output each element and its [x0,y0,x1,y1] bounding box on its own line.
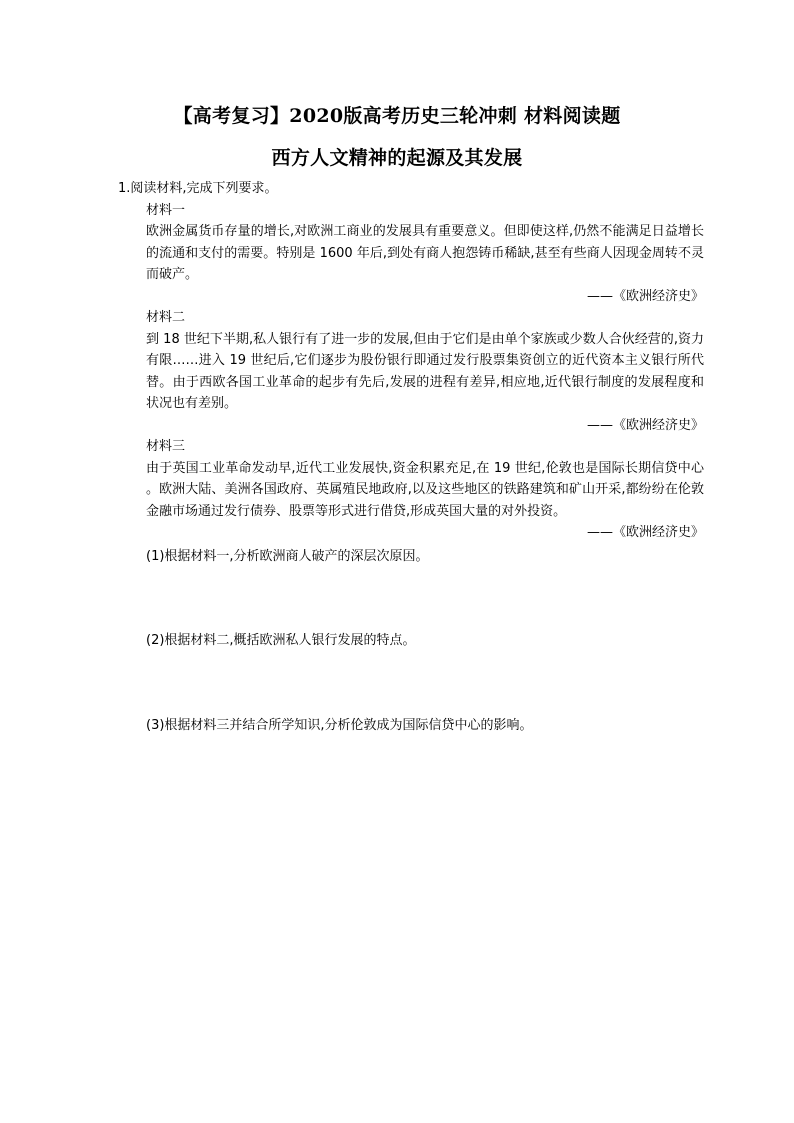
material-1 [146,200,704,308]
sub-question-3: (3)根据材料三并结合所学知识,分析伦敦成为国际信贷中心的影响。 [146,717,533,733]
answer-space [118,567,704,630]
material-text: 到 18 世纪下半期,私人银行有了进一步的发展,但由于它们是由单个家族或少数人合伙经营的,资力有限……进入 19 世纪后,它们逐步为股份银行即通过发行股票集资创立的近代资本主义银行所代替。由于西欧各国工业革命的起步有先后,发展的进程有差异,相应地,近代银行制度的发展程度和状况也有差别。 [146,331,704,411]
material-text: 由于英国工业革命发动早,近代工业发展快,资金积累充足,在 19 世纪,伦敦也是国际长期信贷中心。欧洲大陆、美洲各国政府、英属殖民地政府,以及这些地区的铁路建筑和矿山开采,都纷纷在伦敦金融市场通过发行债券、股票等形式进行借贷,形成英国大量的对外投资。 [146,460,704,519]
material-text: 欧洲金属货币存量的增长,对欧洲工商业的发展具有重要意义。但即使这样,仍然不能满足日益增长的流通和支付的需要。特别是 1600 年后,到处有商人抱怨铸币稀缺,甚至有些商人因现金周转不灵而破产。 [146,224,704,282]
question-block [118,178,704,736]
document-title: 【高考复习】2020版高考历史三轮冲刺 材料阅读题 [173,105,621,127]
document-subtitle: 西方人文精神的起源及其发展 [271,147,523,169]
material-3 [146,436,704,544]
material-source: ——《欧洲经济史》 [586,417,704,433]
material-label: 材料三 [146,439,186,454]
answer-space [118,652,704,715]
material-label: 材料二 [146,310,186,325]
material-source: ——《欧洲经济史》 [586,525,704,540]
sub-question-2: (2)根据材料二,概括欧洲私人银行发展的特点。 [146,633,416,648]
sub-question-1: (1)根据材料一,分析欧洲商人破产的深层次原因。 [146,548,429,564]
material-source: ——《欧洲经济史》 [586,288,704,304]
material-label: 材料一 [146,202,186,218]
material-2 [146,307,704,436]
question-intro: 1.阅读材料,完成下列要求。 [118,181,278,196]
